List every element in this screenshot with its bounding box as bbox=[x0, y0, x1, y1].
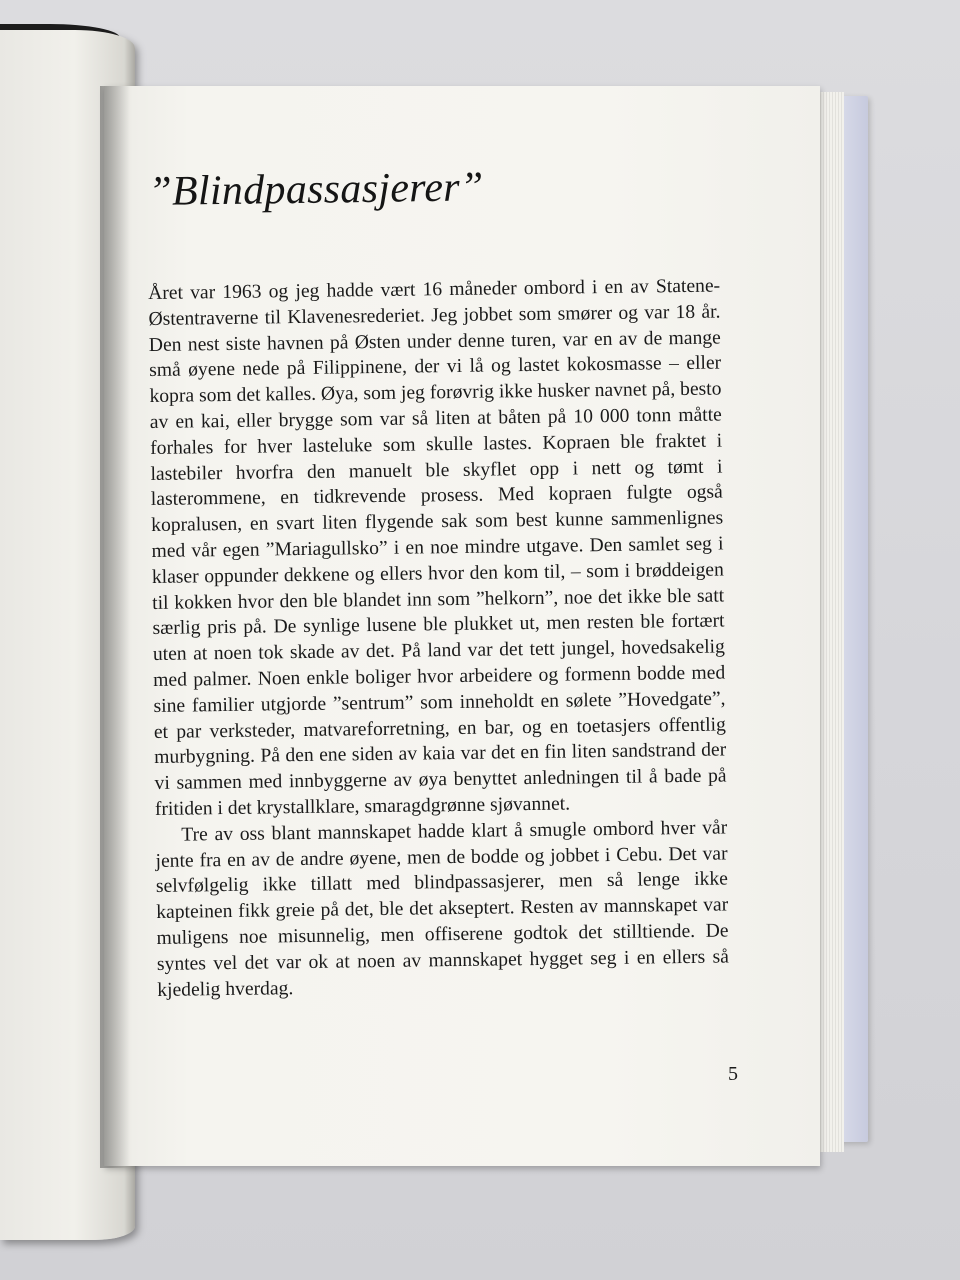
page-number: 5 bbox=[728, 1063, 738, 1085]
gutter-shadow bbox=[100, 86, 130, 1168]
body-text bbox=[148, 274, 729, 1004]
paragraph-1: Året var 1963 og jeg hadde vært 16 måneder ombord i en av Statene-Østentraverne til Klavenesrederiet. Jeg jobbet som smører og var 18 år. Den nest siste havnen på Østen under denne turen, var en av de mange små øyene nede på Filippinene, der vi lå og lastet kokosmasse – eller kopra som det kalles. Øya, som jeg forøvrig ikke husker navnet på, besto av en kai, eller brygge som var så liten at båten på 10 000 tonn måtte forhales for hver lasteluke som skulle lastes. Kopraen ble fraktet i lastebiler hvorfra den manuelt ble skyflet opp i nett og tømt i lasterommene, en tidkrevende prosess. Med kopraen fulgte også kopralusen, en svart liten flygende sak som best kunne sammenlignes med vår egen ”Mariagullsko” i en noe mindre utgave. Den samlet seg i klaser oppunder dekkene og ellers hvor den kom til, – som i brøddeigen til kokken hvor den ble blandet inn som ”helkorn”, noe det ikke ble satt særlig pris på. De synlige lusene ble plukket ut, men resten ble fortært uten at noen tok skade av det. På land var det tett jungel, hovedsakelig med palmer. Noen enkle boliger hvor arbeidere og formenn bodde med sine familier utgjorde ”sentrum” som inneholdt en sølete ”Hovedgate”, et par verksteder, matvareforretning, en bar, og en toetasjers offentlig murbygning. På den ene siden av kaia var det en fin liten sandstrand der vi sammen med innbyggerne av øya benyttet anledningen til å bade på fritiden i det krystallklare, smaragdgrønne sjøvannet. bbox=[148, 275, 727, 820]
chapter-title: ”Blindpassasjerer” bbox=[148, 164, 484, 215]
paragraph-2: Tre av oss blant mannskapet hadde klart å smugle ombord hver vår jente fra en av de andre øyene, men de bodde og jobbet i Cebu. Det var selvfølgelig ikke tillatt med blindpassasjerer, men så lenge ikke kapteinen fikk greie på det, ble det akseptert. Resten av mannskapet var muligens noe misunnelig, men offiserene godtok det stilltiende. De syntes vel det var ok at noen av mannskapet hygget seg i en ellers så kjedelig hverdag. bbox=[155, 817, 730, 1001]
